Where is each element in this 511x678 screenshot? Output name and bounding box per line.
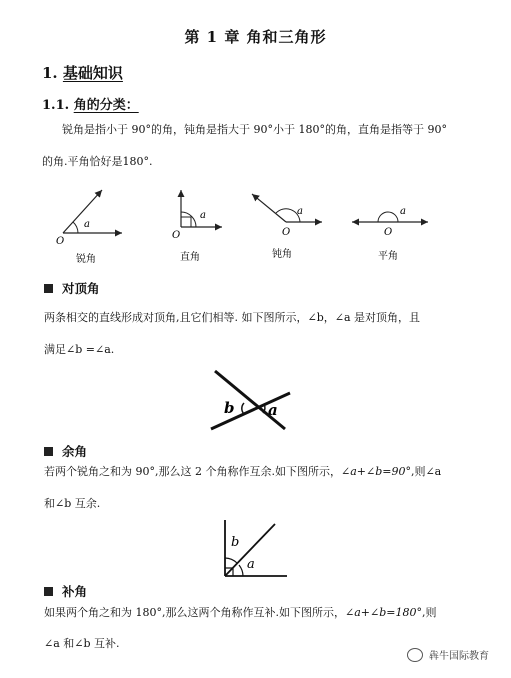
- bullet-square-icon: [44, 447, 53, 456]
- obtuse-angle-diagram: [252, 194, 322, 260]
- straight-caption: 平角: [378, 251, 398, 262]
- section-label: 基础知识: [62, 64, 123, 82]
- section-number: 1.: [42, 64, 58, 82]
- subsection-heading: [42, 94, 139, 113]
- intro-line-1: 锐角是指小于 90°的角，钝角是指大于 90°小于 180°的角，直角是指等于 90°: [62, 123, 447, 136]
- complementary-label-b: b: [231, 535, 240, 550]
- section-heading: [42, 62, 123, 83]
- wechat-icon: [407, 648, 423, 662]
- acute-angle-label: a: [84, 219, 90, 230]
- right-angle-diagram: [172, 190, 222, 263]
- complementary-figure: [215, 518, 290, 580]
- bullet-square-icon: [44, 587, 53, 596]
- vertical-label-a: a: [268, 401, 278, 419]
- vertical-angles-figure: [200, 366, 310, 436]
- complementary-label-a: a: [247, 557, 255, 572]
- obtuse-vertex-label: O: [282, 227, 291, 238]
- acute-angle-diagram: [56, 190, 122, 265]
- complementary-line-2: 和∠b 互余.: [44, 497, 101, 510]
- straight-angle-diagram: [352, 206, 428, 262]
- subsection-number: 1.1.: [42, 98, 70, 113]
- supplementary-heading: [44, 582, 87, 600]
- complementary-heading: [44, 442, 87, 460]
- vertical-angles-line-1: 两条相交的直线形成对顶角,且它们相等. 如下图所示，∠b，∠a 是对顶角，且: [44, 311, 421, 324]
- watermark-text: 犇牛国际教育: [429, 651, 489, 662]
- intro-line-2: 的角.平角恰好是180°.: [42, 155, 153, 168]
- obtuse-angle-label: a: [297, 206, 303, 217]
- supplementary-line-2: ∠a 和∠b 互补.: [44, 637, 120, 650]
- complementary-line-1: 若两个锐角之和为 90°,那么这 2 个角称作互余.如下图所示，∠a+∠b=90°,则∠a: [44, 465, 442, 478]
- bullet-square-icon: [44, 284, 53, 293]
- right-caption: 直角: [180, 252, 200, 263]
- vertical-angles-title: 对顶角: [62, 281, 100, 296]
- watermark: [407, 647, 489, 662]
- obtuse-caption: 钝角: [272, 249, 292, 260]
- angle-types-figure: [0, 180, 511, 270]
- vertical-angles-line-2: 满足∠b =∠a.: [44, 343, 115, 356]
- supplementary-title: 补角: [62, 584, 88, 599]
- vertical-label-b: b: [224, 399, 235, 417]
- acute-vertex-label: O: [56, 236, 65, 247]
- straight-vertex-label: O: [384, 227, 393, 238]
- chapter-title: 第 1 章 角和三角形: [184, 28, 327, 46]
- right-angle-label: a: [200, 210, 206, 221]
- supplementary-line-1: 如果两个角之和为 180°,那么这两个角称作互补.如下图所示，∠a+∠b=180°,则: [44, 606, 437, 619]
- subsection-label: 角的分类：: [73, 98, 139, 113]
- complementary-title: 余角: [62, 444, 88, 459]
- vertical-angles-heading: [44, 279, 100, 297]
- straight-angle-label: a: [400, 206, 406, 217]
- right-vertex-label: O: [172, 230, 181, 241]
- acute-caption: 锐角: [76, 254, 96, 265]
